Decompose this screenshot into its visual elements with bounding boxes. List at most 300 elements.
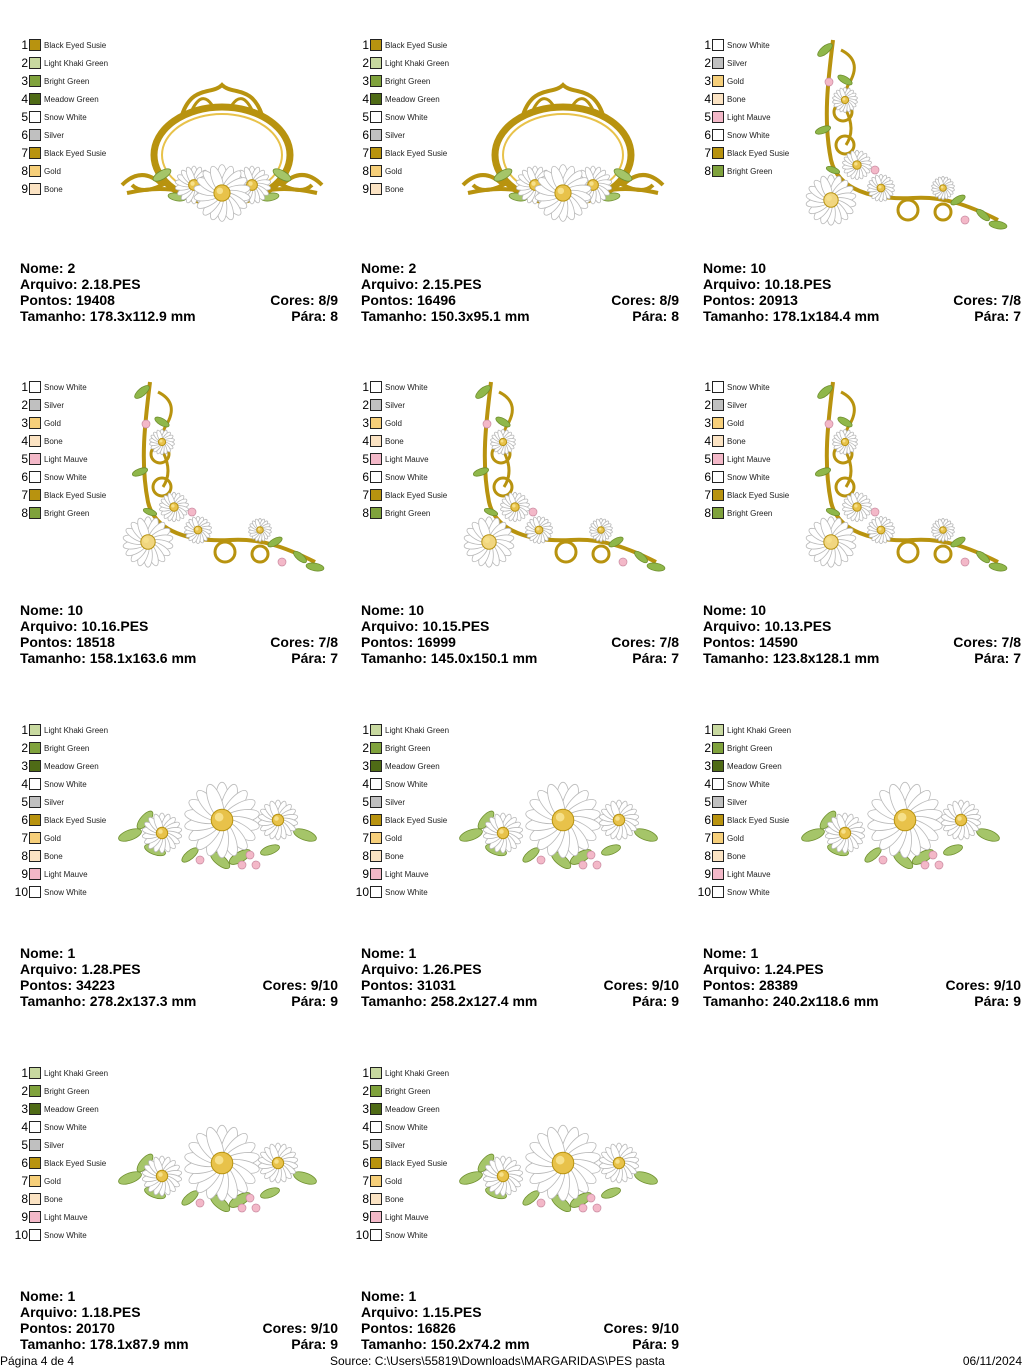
design-stitches: Pontos: 18518 bbox=[20, 634, 115, 650]
color-name: Black Eyed Susie bbox=[727, 490, 790, 500]
design-name: Nome: 1 bbox=[361, 1288, 417, 1304]
color-swatch bbox=[370, 507, 382, 519]
color-swatch bbox=[370, 1229, 382, 1241]
color-row bbox=[14, 1190, 108, 1208]
color-row bbox=[14, 1100, 108, 1118]
design-colors: Cores: 8/9 bbox=[270, 292, 338, 308]
design-card bbox=[693, 352, 1021, 682]
color-index: 4 bbox=[704, 434, 711, 448]
color-row bbox=[14, 1082, 108, 1100]
color-name: Bone bbox=[44, 436, 63, 446]
color-swatch bbox=[29, 1085, 41, 1097]
color-index: 1 bbox=[362, 38, 369, 52]
color-swatch bbox=[370, 850, 382, 862]
color-index: 3 bbox=[21, 759, 28, 773]
color-row bbox=[14, 468, 106, 486]
color-swatch bbox=[712, 507, 724, 519]
color-name: Silver bbox=[385, 797, 406, 807]
color-row bbox=[697, 432, 789, 450]
color-swatch bbox=[370, 399, 382, 411]
color-row bbox=[697, 378, 789, 396]
color-row bbox=[355, 1208, 449, 1226]
color-index: 8 bbox=[704, 849, 711, 863]
color-name: Black Eyed Susie bbox=[385, 1158, 448, 1168]
color-index: 4 bbox=[362, 92, 369, 106]
color-index: 8 bbox=[21, 506, 28, 520]
color-swatch bbox=[29, 814, 41, 826]
color-swatch bbox=[370, 381, 382, 393]
color-index: 5 bbox=[362, 1138, 369, 1152]
design-file: Arquivo: 1.18.PES bbox=[20, 1304, 141, 1320]
color-swatch bbox=[29, 147, 41, 159]
color-index: 5 bbox=[21, 452, 28, 466]
color-name: Gold bbox=[385, 418, 402, 428]
design-name: Nome: 1 bbox=[703, 945, 759, 961]
color-row bbox=[697, 811, 791, 829]
color-name: Bone bbox=[44, 851, 63, 861]
color-index: 7 bbox=[704, 488, 711, 502]
color-index: 6 bbox=[21, 128, 28, 142]
color-row bbox=[697, 414, 789, 432]
color-name: Gold bbox=[44, 833, 61, 843]
color-swatch bbox=[370, 93, 382, 105]
color-swatch bbox=[29, 453, 41, 465]
color-index: 7 bbox=[362, 831, 369, 845]
color-name: Light Mauve bbox=[44, 869, 88, 879]
color-row bbox=[697, 36, 789, 54]
color-name: Light Mauve bbox=[44, 1212, 88, 1222]
color-swatch bbox=[712, 75, 724, 87]
design-size: Tamanho: 150.3x95.1 mm bbox=[361, 308, 530, 324]
design-stitches: Pontos: 28389 bbox=[703, 977, 798, 993]
design-file: Arquivo: 10.15.PES bbox=[361, 618, 490, 634]
color-row bbox=[697, 72, 789, 90]
color-name: Silver bbox=[385, 1140, 406, 1150]
embroidery-preview-image bbox=[451, 362, 671, 577]
color-index: 8 bbox=[21, 849, 28, 863]
color-row bbox=[355, 775, 449, 793]
color-swatch bbox=[29, 1157, 41, 1169]
design-card bbox=[10, 695, 338, 1025]
color-index: 6 bbox=[362, 128, 369, 142]
color-swatch bbox=[29, 381, 41, 393]
color-name: Snow White bbox=[385, 1230, 428, 1240]
design-size: Tamanho: 178.1x184.4 mm bbox=[703, 308, 880, 324]
design-size: Tamanho: 240.2x118.6 mm bbox=[703, 993, 879, 1009]
color-row bbox=[697, 883, 791, 901]
color-index: 7 bbox=[21, 488, 28, 502]
color-swatch bbox=[29, 850, 41, 862]
color-index: 7 bbox=[21, 146, 28, 160]
design-file: Arquivo: 10.16.PES bbox=[20, 618, 149, 634]
design-name: Nome: 2 bbox=[361, 260, 417, 276]
design-size: Tamanho: 145.0x150.1 mm bbox=[361, 650, 538, 666]
color-row bbox=[14, 1208, 108, 1226]
embroidery-preview-image bbox=[110, 362, 330, 577]
embroidery-preview-image bbox=[110, 705, 330, 920]
color-name: Light Khaki Green bbox=[385, 1068, 450, 1078]
color-swatch bbox=[712, 850, 724, 862]
color-name: Gold bbox=[727, 418, 744, 428]
color-swatch bbox=[29, 886, 41, 898]
color-name: Bright Green bbox=[727, 743, 773, 753]
design-card bbox=[351, 10, 679, 340]
design-info bbox=[20, 945, 338, 1009]
design-stitches: Pontos: 16826 bbox=[361, 1320, 456, 1336]
design-file: Arquivo: 1.26.PES bbox=[361, 961, 482, 977]
color-row bbox=[697, 847, 791, 865]
color-name: Meadow Green bbox=[385, 761, 440, 771]
design-info bbox=[20, 260, 338, 324]
color-name: Snow White bbox=[44, 779, 87, 789]
color-name: Bone bbox=[727, 436, 746, 446]
color-swatch bbox=[29, 75, 41, 87]
color-index: 3 bbox=[704, 74, 711, 88]
design-name: Nome: 1 bbox=[20, 945, 76, 961]
color-index: 10 bbox=[697, 885, 711, 899]
color-row bbox=[14, 883, 108, 901]
color-row bbox=[355, 1064, 449, 1082]
color-name: Bone bbox=[44, 1194, 63, 1204]
color-swatch bbox=[712, 832, 724, 844]
color-row bbox=[355, 739, 449, 757]
color-name: Black Eyed Susie bbox=[727, 815, 790, 825]
color-row bbox=[355, 1100, 449, 1118]
color-swatch bbox=[370, 886, 382, 898]
color-row bbox=[355, 108, 449, 126]
color-name: Snow White bbox=[385, 1122, 428, 1132]
color-swatch bbox=[29, 507, 41, 519]
color-index: 3 bbox=[362, 74, 369, 88]
color-index: 4 bbox=[21, 777, 28, 791]
color-name: Light Khaki Green bbox=[385, 58, 450, 68]
design-stops: Pára: 8 bbox=[632, 308, 679, 324]
color-legend bbox=[355, 721, 449, 901]
color-swatch bbox=[370, 742, 382, 754]
color-name: Meadow Green bbox=[44, 1104, 99, 1114]
design-stops: Pára: 7 bbox=[974, 308, 1021, 324]
color-name: Black Eyed Susie bbox=[44, 40, 107, 50]
color-name: Snow White bbox=[44, 112, 87, 122]
color-name: Bone bbox=[44, 184, 63, 194]
color-index: 3 bbox=[21, 416, 28, 430]
color-swatch bbox=[712, 760, 724, 772]
color-name: Silver bbox=[727, 400, 748, 410]
color-name: Black Eyed Susie bbox=[44, 1158, 107, 1168]
color-row bbox=[355, 1154, 449, 1172]
color-row bbox=[355, 126, 449, 144]
color-index: 7 bbox=[362, 146, 369, 160]
color-row bbox=[14, 378, 106, 396]
color-name: Meadow Green bbox=[44, 94, 99, 104]
color-swatch bbox=[29, 1175, 41, 1187]
design-name: Nome: 2 bbox=[20, 260, 76, 276]
color-name: Snow White bbox=[727, 887, 770, 897]
color-index: 5 bbox=[362, 795, 369, 809]
design-stops: Pára: 7 bbox=[632, 650, 679, 666]
design-info bbox=[703, 945, 1021, 1009]
color-index: 3 bbox=[362, 416, 369, 430]
color-legend bbox=[697, 378, 789, 522]
color-index: 5 bbox=[704, 110, 711, 124]
color-row bbox=[14, 865, 108, 883]
color-name: Gold bbox=[44, 418, 61, 428]
color-index: 6 bbox=[21, 470, 28, 484]
color-row bbox=[355, 811, 449, 829]
design-stitches: Pontos: 20170 bbox=[20, 1320, 115, 1336]
color-name: Bone bbox=[385, 851, 404, 861]
color-index: 4 bbox=[362, 434, 369, 448]
color-name: Bone bbox=[385, 436, 404, 446]
color-row bbox=[14, 739, 108, 757]
color-index: 1 bbox=[704, 38, 711, 52]
color-swatch bbox=[370, 417, 382, 429]
color-swatch bbox=[370, 489, 382, 501]
color-row bbox=[14, 72, 108, 90]
color-row bbox=[355, 865, 449, 883]
embroidery-preview-image bbox=[110, 20, 330, 235]
color-index: 1 bbox=[362, 1066, 369, 1080]
color-row bbox=[14, 1064, 108, 1082]
color-name: Snow White bbox=[44, 887, 87, 897]
design-stops: Pára: 9 bbox=[291, 1336, 338, 1352]
color-name: Bright Green bbox=[385, 1086, 431, 1096]
color-row bbox=[14, 793, 108, 811]
color-index: 3 bbox=[21, 1102, 28, 1116]
color-name: Light Mauve bbox=[727, 454, 771, 464]
color-name: Bright Green bbox=[44, 508, 90, 518]
color-row bbox=[14, 1226, 108, 1244]
color-index: 8 bbox=[21, 1192, 28, 1206]
color-swatch bbox=[712, 489, 724, 501]
design-stitches: Pontos: 16999 bbox=[361, 634, 456, 650]
color-swatch bbox=[370, 1157, 382, 1169]
color-name: Snow White bbox=[727, 40, 770, 50]
color-legend bbox=[697, 721, 791, 901]
design-card bbox=[693, 10, 1021, 340]
color-row bbox=[14, 126, 108, 144]
color-swatch bbox=[29, 796, 41, 808]
color-name: Gold bbox=[385, 1176, 402, 1186]
color-name: Bright Green bbox=[44, 743, 90, 753]
color-row bbox=[355, 36, 449, 54]
color-row bbox=[697, 865, 791, 883]
design-card bbox=[10, 10, 338, 340]
color-name: Silver bbox=[44, 1140, 65, 1150]
color-swatch bbox=[712, 381, 724, 393]
design-file: Arquivo: 10.18.PES bbox=[703, 276, 832, 292]
color-index: 1 bbox=[704, 380, 711, 394]
color-swatch bbox=[370, 111, 382, 123]
color-row bbox=[14, 1136, 108, 1154]
embroidery-preview-image bbox=[110, 1048, 330, 1263]
color-name: Snow White bbox=[727, 382, 770, 392]
color-legend bbox=[355, 1064, 449, 1244]
color-row bbox=[355, 486, 447, 504]
color-row bbox=[355, 396, 447, 414]
color-legend bbox=[355, 378, 447, 522]
color-name: Light Khaki Green bbox=[44, 725, 109, 735]
color-row bbox=[355, 793, 449, 811]
color-index: 4 bbox=[362, 777, 369, 791]
design-stitches: Pontos: 31031 bbox=[361, 977, 456, 993]
color-name: Light Khaki Green bbox=[44, 1068, 109, 1078]
color-name: Bone bbox=[385, 184, 404, 194]
color-name: Snow White bbox=[44, 472, 87, 482]
color-swatch bbox=[370, 760, 382, 772]
color-index: 7 bbox=[362, 1174, 369, 1188]
color-row bbox=[697, 108, 789, 126]
color-name: Silver bbox=[44, 400, 65, 410]
color-name: Black Eyed Susie bbox=[727, 148, 790, 158]
color-name: Light Mauve bbox=[44, 454, 88, 464]
color-row bbox=[14, 775, 108, 793]
color-legend bbox=[14, 36, 108, 198]
color-index: 5 bbox=[362, 452, 369, 466]
color-swatch bbox=[29, 1067, 41, 1079]
color-row bbox=[14, 504, 106, 522]
color-index: 9 bbox=[362, 182, 369, 196]
color-row bbox=[14, 432, 106, 450]
color-index: 8 bbox=[362, 506, 369, 520]
color-name: Black Eyed Susie bbox=[44, 815, 107, 825]
color-name: Gold bbox=[44, 1176, 61, 1186]
color-row bbox=[697, 396, 789, 414]
color-row bbox=[14, 90, 108, 108]
design-colors: Cores: 9/10 bbox=[603, 977, 679, 993]
color-name: Bright Green bbox=[44, 76, 90, 86]
color-swatch bbox=[712, 778, 724, 790]
color-index: 6 bbox=[704, 813, 711, 827]
color-name: Light Khaki Green bbox=[727, 725, 792, 735]
color-row bbox=[14, 721, 108, 739]
color-name: Meadow Green bbox=[727, 761, 782, 771]
design-info bbox=[703, 260, 1021, 324]
color-name: Gold bbox=[727, 76, 744, 86]
color-index: 2 bbox=[21, 1084, 28, 1098]
color-row bbox=[14, 1118, 108, 1136]
design-file: Arquivo: 2.15.PES bbox=[361, 276, 482, 292]
design-file: Arquivo: 1.24.PES bbox=[703, 961, 824, 977]
design-colors: Cores: 7/8 bbox=[953, 634, 1021, 650]
color-name: Silver bbox=[727, 58, 748, 68]
color-name: Snow White bbox=[385, 472, 428, 482]
design-info bbox=[20, 1288, 338, 1352]
design-card bbox=[10, 1038, 338, 1368]
color-name: Light Khaki Green bbox=[385, 725, 450, 735]
design-stitches: Pontos: 20913 bbox=[703, 292, 798, 308]
color-name: Silver bbox=[385, 400, 406, 410]
color-row bbox=[697, 450, 789, 468]
design-colors: Cores: 9/10 bbox=[262, 977, 338, 993]
color-row bbox=[355, 847, 449, 865]
color-swatch bbox=[712, 453, 724, 465]
color-swatch bbox=[29, 489, 41, 501]
design-info bbox=[20, 602, 338, 666]
color-row bbox=[697, 162, 789, 180]
color-swatch bbox=[370, 435, 382, 447]
color-name: Bright Green bbox=[385, 76, 431, 86]
embroidery-preview-image bbox=[451, 1048, 671, 1263]
color-swatch bbox=[370, 814, 382, 826]
color-row bbox=[355, 72, 449, 90]
color-index: 6 bbox=[362, 470, 369, 484]
color-name: Black Eyed Susie bbox=[385, 40, 448, 50]
design-file: Arquivo: 1.15.PES bbox=[361, 1304, 482, 1320]
design-info bbox=[361, 1288, 679, 1352]
color-swatch bbox=[712, 868, 724, 880]
color-row bbox=[14, 162, 108, 180]
color-index: 9 bbox=[21, 1210, 28, 1224]
color-row bbox=[697, 468, 789, 486]
color-name: Snow White bbox=[44, 382, 87, 392]
color-index: 8 bbox=[21, 164, 28, 178]
design-colors: Cores: 9/10 bbox=[603, 1320, 679, 1336]
color-swatch bbox=[370, 1121, 382, 1133]
design-file: Arquivo: 1.28.PES bbox=[20, 961, 141, 977]
color-swatch bbox=[712, 111, 724, 123]
color-index: 5 bbox=[21, 795, 28, 809]
color-index: 4 bbox=[704, 777, 711, 791]
color-row bbox=[14, 450, 106, 468]
design-name: Nome: 1 bbox=[361, 945, 417, 961]
color-row bbox=[355, 1082, 449, 1100]
color-name: Light Mauve bbox=[385, 869, 429, 879]
color-swatch bbox=[370, 1103, 382, 1115]
color-swatch bbox=[370, 75, 382, 87]
color-row bbox=[697, 721, 791, 739]
color-name: Black Eyed Susie bbox=[44, 490, 107, 500]
color-row bbox=[355, 90, 449, 108]
color-index: 6 bbox=[704, 470, 711, 484]
color-swatch bbox=[29, 1193, 41, 1205]
color-name: Light Mauve bbox=[385, 454, 429, 464]
design-stops: Pára: 7 bbox=[974, 650, 1021, 666]
color-row bbox=[14, 144, 108, 162]
design-name: Nome: 10 bbox=[361, 602, 425, 618]
color-index: 4 bbox=[362, 1120, 369, 1134]
color-name: Meadow Green bbox=[385, 1104, 440, 1114]
color-row bbox=[697, 144, 789, 162]
color-swatch bbox=[370, 778, 382, 790]
color-name: Black Eyed Susie bbox=[385, 815, 448, 825]
color-row bbox=[14, 54, 108, 72]
design-size: Tamanho: 178.1x87.9 mm bbox=[20, 1336, 189, 1352]
color-name: Snow White bbox=[44, 1122, 87, 1132]
color-name: Bone bbox=[385, 1194, 404, 1204]
design-stops: Pára: 9 bbox=[291, 993, 338, 1009]
color-swatch bbox=[29, 165, 41, 177]
color-row bbox=[697, 793, 791, 811]
color-index: 1 bbox=[21, 38, 28, 52]
color-swatch bbox=[29, 183, 41, 195]
color-row bbox=[14, 486, 106, 504]
design-stitches: Pontos: 19408 bbox=[20, 292, 115, 308]
source-path: Source: C:\Users\55819\Downloads\MARGARIDAS\PES pasta bbox=[330, 1354, 665, 1368]
color-swatch bbox=[712, 165, 724, 177]
color-index: 4 bbox=[21, 92, 28, 106]
design-card bbox=[351, 352, 679, 682]
design-colors: Cores: 7/8 bbox=[953, 292, 1021, 308]
design-colors: Cores: 7/8 bbox=[270, 634, 338, 650]
color-swatch bbox=[712, 471, 724, 483]
design-info bbox=[361, 602, 679, 666]
color-row bbox=[355, 432, 447, 450]
color-name: Snow White bbox=[385, 382, 428, 392]
color-swatch bbox=[370, 1193, 382, 1205]
color-swatch bbox=[29, 778, 41, 790]
color-index: 3 bbox=[362, 1102, 369, 1116]
